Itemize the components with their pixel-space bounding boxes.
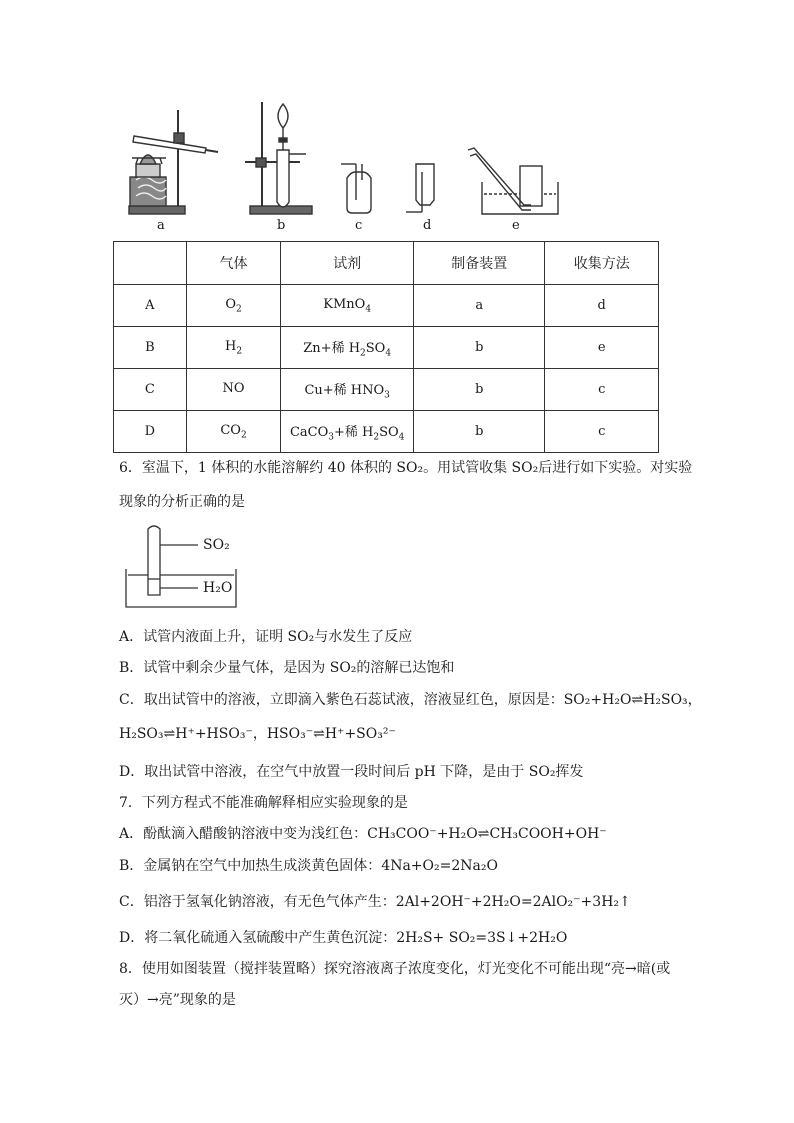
row-collect: d [545, 285, 659, 327]
q7-option-c: C．铝溶于氢氧化钠溶液，有无色气体产生：2Al+2OH⁻+2H₂O=2AlO₂⁻+3H₂↑ [119, 894, 631, 910]
table-row [114, 327, 659, 369]
q7-option-d: D．将二氧化硫通入氢硫酸中产生黄色沉淀：2H₂S+ SO₂=3S↓+2H₂O [119, 930, 568, 946]
row-device: b [414, 327, 545, 369]
q6-option-c-line2: H₂SO₃⇌H⁺+HSO₃⁻，HSO₃⁻⇌H⁺+SO₃²⁻ [119, 726, 396, 742]
row-reagent: Zn+稀 $H_2SO_4$ [281, 327, 414, 369]
table-row [114, 285, 659, 327]
table-header-row [114, 242, 659, 285]
apparatus-diagram [0, 0, 794, 240]
apparatus-label-b: b [277, 218, 286, 233]
row-key: B [114, 327, 187, 369]
q6-option-d: D．取出试管中溶液，在空气中放置一段时间后 pH 下降，是由于 SO₂挥发 [119, 764, 584, 780]
q8-stem-line2: 灭）→亮”现象的是 [119, 992, 236, 1008]
table-header-cell: 制备装置 [414, 242, 545, 285]
table-row [114, 369, 659, 411]
row-gas: $H_2$ [186, 327, 281, 369]
table-row [114, 411, 659, 453]
q6-option-b: B．试管中剩余少量气体，是因为 SO₂的溶解已达饱和 [119, 660, 455, 676]
q6-stem-line2: 现象的分析正确的是 [119, 494, 245, 510]
row-reagent: KMnO$_4$ [281, 285, 414, 327]
q7-option-b: B．金属钠在空气中加热生成淡黄色固体：4Na+O₂=2Na₂O [119, 858, 498, 874]
row-gas: NO [186, 369, 281, 411]
gas-preparation-table [113, 241, 659, 453]
row-reagent: Cu+稀 $HNO_3$ [281, 369, 414, 411]
table-header-cell: 试剂 [281, 242, 414, 285]
table-header-cell: 气体 [186, 242, 281, 285]
q6-option-c-line1: C．取出试管中的溶液，立即滴入紫色石蕊试液，溶液显红色，原因是：SO₂+H₂O⇌H₂SO₃， [119, 692, 702, 708]
row-key: A [114, 285, 187, 327]
row-key: C [114, 369, 187, 411]
q6-stem-line1: 6．室温下，1 体积的水能溶解约 40 体积的 SO₂。用试管收集 SO₂后进行如下实验。对实验 [119, 460, 693, 476]
row-key: D [114, 411, 187, 453]
row-collect: e [545, 327, 659, 369]
row-collect: c [545, 369, 659, 411]
row-device: b [414, 411, 545, 453]
q7-stem: 7．下列方程式不能准确解释相应实验现象的是 [119, 795, 408, 811]
apparatus-label-a: a [157, 218, 165, 233]
figure-label-so2: SO₂ [203, 537, 230, 553]
row-device: b [414, 369, 545, 411]
table-header-cell: 收集方法 [545, 242, 659, 285]
row-gas: $CO_2$ [186, 411, 281, 453]
apparatus-label-c: c [355, 218, 363, 233]
row-gas: $O_2$ [186, 285, 281, 327]
figure-label-h2o: H₂O [203, 580, 233, 596]
apparatus-label-e: e [512, 218, 520, 233]
row-device: a [414, 285, 545, 327]
row-collect: c [545, 411, 659, 453]
q6-option-a: A．试管内液面上升，证明 SO₂与水发生了反应 [119, 629, 413, 645]
apparatus-label-d: d [423, 218, 432, 233]
row-reagent: CaCO$_3$+稀 $H_2SO_4$ [281, 411, 414, 453]
q7-option-a: A．酚酞滴入醋酸钠溶液中变为浅红色：CH₃COO⁻+H₂O⇌CH₃COOH+OH⁻ [119, 826, 607, 842]
table-header-cell [114, 242, 187, 285]
q8-stem-line1: 8．使用如图装置（搅拌装置略）探究溶液离子浓度变化，灯光变化不可能出现“亮→暗(或 [119, 961, 671, 977]
